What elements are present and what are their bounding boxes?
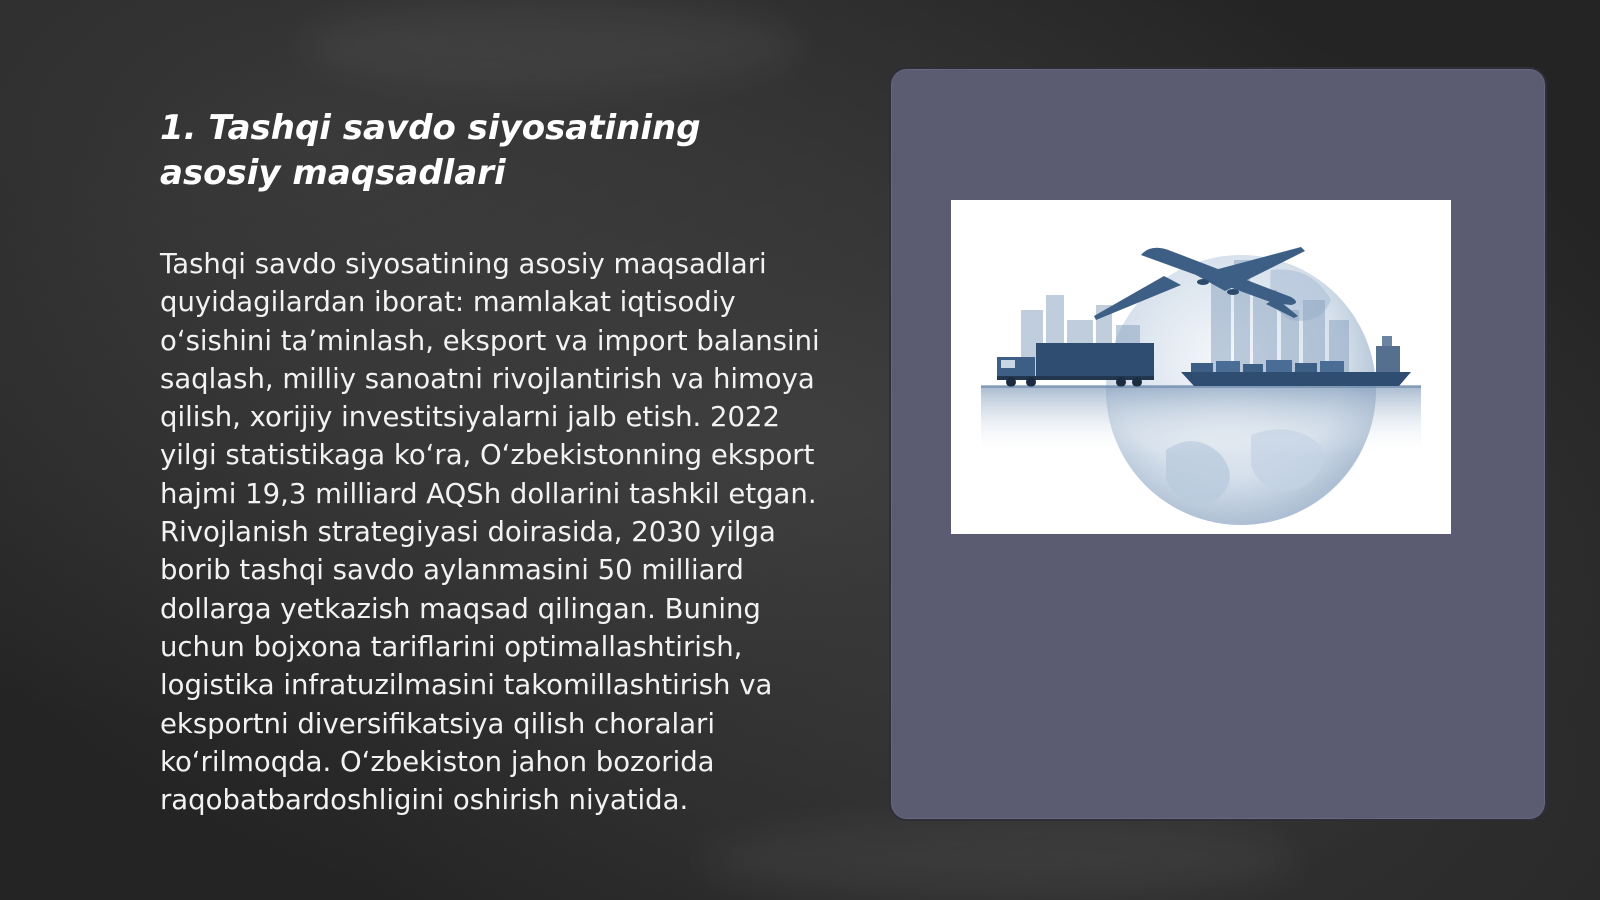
sea-line [981, 386, 1421, 388]
slide-body-text: Tashqi savdo siyosatining asosiy maqsadlari quyidagilardan iborat: mamlakat iqtisodiy oʻsishini taʼminlash, eksport va import balansini saqlash, milliy sanoatni rivojlantirish va himoya qilish, xorijiy investitsiyalarni jalb etish. 2022 yilgi statistikaga koʻra, Oʻzbekistonning eksport hajmi 19,3 milliard AQSh dollarini tashkil etgan. Rivojlanish strategiyasi doirasida, 2030 yilga borib tashqi savdo aylanmasini 50 milliard dollarga yetkazish maqsad qilingan. Buning uchun bojxona tariflarini optimallashtirish, logistika infratuzilmasini takomillashtirish va eksportni diversifikatsiya qilish choralari koʻrilmoqda. Oʻzbekiston jahon bozorida raqobatbardoshligini oshirish niyatida. [160, 248, 820, 817]
logistics-illustration [951, 200, 1451, 534]
slide-title: 1. Tashqi savdo siyosatining asosiy maqsadlari [160, 108, 701, 193]
chalk-smudge-top [300, 0, 800, 90]
logistics-image [951, 200, 1451, 534]
image-panel [889, 67, 1547, 821]
chalk-smudge-bottom [700, 820, 1300, 900]
water-reflection [981, 385, 1421, 455]
